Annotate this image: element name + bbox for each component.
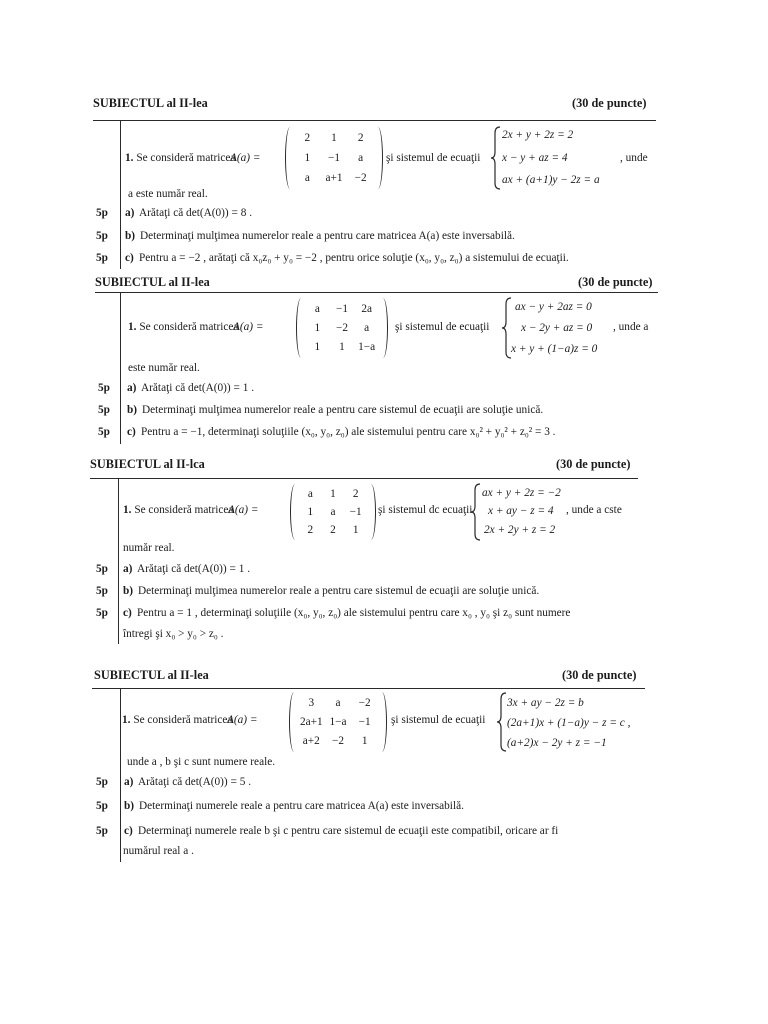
matrix-grid — [294, 128, 374, 188]
equation: (2a+1)x + (1−a)y − z = c , — [507, 717, 631, 729]
item-text: Determinaţi numerele reale a pentru care matricea A(a) este inversabilă. — [139, 800, 464, 812]
header-rule — [92, 688, 645, 689]
item-score: 5p — [96, 825, 108, 837]
matrix — [296, 298, 388, 358]
item-text-continuation: întregi şi x₀ > y₀ > z₀ . — [123, 628, 224, 640]
matrix-label: A(a) = — [233, 321, 264, 333]
matrix-cell: 1 — [314, 321, 321, 334]
matrix-cell: 1 — [307, 506, 314, 518]
item-text: Pentru a = 1 , determinaţi soluţiile (x₀, y₀, z₀) ale sistemului pentru care x₀ , y₀ şi z₀ sunt numere — [137, 607, 571, 619]
margin-rule — [120, 688, 121, 862]
matrix-cell: a+1 — [325, 172, 343, 184]
item-label: c) — [125, 252, 134, 264]
matrix-label: A(a) = — [230, 152, 261, 164]
item-text: Pentru a = −2 , arătaţi că x₀z₀ + y₀ = −2 , pentru orice soluţie (x₀, y₀, z₀) a sistemului de ecuaţii. — [139, 252, 569, 264]
matrix-cell: 1 — [339, 341, 345, 354]
matrix-cell: 2 — [357, 132, 364, 144]
item-label: a) — [125, 207, 135, 219]
item-label: c) — [123, 607, 132, 619]
intro-suffix: , unde a — [613, 321, 649, 333]
subject-points: (30 de puncte) — [562, 668, 637, 682]
item-score: 5p — [98, 382, 110, 394]
intro-suffix: , unde a cste — [566, 504, 622, 516]
header-rule — [93, 120, 656, 121]
margin-rule — [118, 478, 119, 644]
problem-intro — [125, 151, 235, 165]
item-score: 5p — [96, 207, 108, 219]
matrix-cell: 1 — [361, 735, 368, 748]
item-text: Arătaţi că det(A(0)) = 5 . — [138, 776, 252, 788]
problem-intro — [123, 503, 233, 517]
matrix-cell: 1 — [331, 132, 337, 144]
subject-title: SUBIECTUL al II-lea — [94, 668, 209, 682]
header-rule — [95, 292, 658, 293]
matrix-cell: 2 — [304, 132, 311, 144]
matrix-cell: 1 — [352, 524, 359, 536]
item-label: a) — [123, 563, 133, 575]
right-parenthesis — [373, 127, 383, 189]
problem-intro — [122, 713, 232, 727]
problem-number: 1. — [123, 504, 132, 516]
matrix-cell: a — [335, 696, 341, 709]
equation: x + y + (1−a)z = 0 — [511, 343, 598, 355]
matrix-cell: −2 — [331, 735, 344, 748]
subject-points: (30 de puncte) — [572, 96, 647, 110]
equation: ax + y + 2z = −2 — [482, 487, 561, 499]
subject-points: (30 de puncte) — [556, 457, 631, 471]
item-score: 5p — [98, 404, 110, 416]
subject-title: SUBIECTUL al II-lea — [95, 275, 210, 289]
right-parenthesis — [366, 484, 376, 540]
item-text: Determinaţi mulţimea numerelor reale a pentru care sistemul de ecuaţii are soluţie unică. — [142, 404, 544, 416]
matrix-grid — [298, 693, 378, 751]
matrix-grid — [299, 485, 367, 539]
matrix-cell: −1 — [335, 302, 348, 315]
connector-text: şi sistemul de ecuaţii — [395, 321, 490, 333]
matrix-cell: −2 — [358, 696, 371, 709]
item-text: Determinaţi mulţimea numerelor reale a pentru care matricea A(a) este inversabilă. — [140, 230, 515, 242]
item-text: Arătaţi că det(A(0)) = 1 . — [137, 563, 251, 575]
intro-continuation: unde a , b şi c sunt numere reale. — [127, 756, 276, 768]
right-parenthesis — [377, 692, 387, 752]
matrix-cell: a — [304, 172, 310, 184]
left-brace — [490, 126, 502, 190]
item-text: Arătaţi că det(A(0)) = 1 . — [141, 382, 255, 394]
subject-points: (30 de puncte) — [578, 275, 653, 289]
matrix-cell: 2 — [330, 524, 336, 536]
right-parenthesis — [378, 298, 388, 358]
intro-continuation: este număr real. — [128, 362, 200, 374]
problem-number: 1. — [128, 321, 137, 333]
item-label: b) — [127, 404, 138, 416]
equation: x − y + az = 4 — [502, 152, 568, 164]
item-score: 5p — [96, 776, 108, 788]
item-score: 5p — [96, 230, 108, 242]
matrix — [285, 127, 383, 189]
matrix-cell: a — [314, 302, 320, 315]
item-text: Pentru a = −1, determinaţi soluţiile (x₀, y₀, z₀) ale sistemului pentru care x₀² + y₀² + z₀² = 3 . — [141, 426, 556, 438]
matrix-grid — [305, 299, 379, 357]
item-label: b) — [123, 585, 134, 597]
equation: 2x + y + 2z = 2 — [502, 129, 574, 141]
problem-intro-text: Se consideră matricea — [134, 504, 234, 516]
matrix-cell: −1 — [349, 506, 362, 518]
header-rule — [90, 478, 638, 479]
matrix-cell: 1−a — [358, 341, 376, 354]
item-score: 5p — [96, 607, 108, 619]
matrix-cell: a+2 — [302, 735, 320, 748]
equation: ax + (a+1)y − 2z = a — [502, 174, 600, 186]
problem-intro-text: Se consideră matricea — [133, 714, 233, 726]
item-score: 5p — [96, 252, 108, 264]
problem-intro — [128, 320, 238, 334]
matrix-cell: a — [307, 488, 313, 500]
connector-text: şi sistemul dc ecuaţii — [378, 504, 473, 516]
problem-number: 1. — [125, 152, 134, 164]
matrix-cell: −1 — [358, 715, 371, 728]
intro-continuation: a este număr real. — [128, 188, 208, 200]
item-label: a) — [127, 382, 137, 394]
equation: 3x + ay − 2z = b — [507, 697, 584, 709]
item-text: Arătaţi că det(A(0)) = 8 . — [139, 207, 253, 219]
equation: ax − y + 2az = 0 — [515, 301, 592, 313]
margin-rule — [120, 292, 121, 444]
matrix-cell: 1 — [330, 488, 336, 500]
matrix — [289, 692, 387, 752]
matrix-cell: 2a+1 — [299, 715, 323, 728]
subject-title: SUBIECTUL al II-lea — [93, 96, 208, 110]
item-text: Determinaţi mulţimea numerelor reale a pentru care sistemul de ecuaţii are soluţie unică. — [138, 585, 540, 597]
matrix-cell: 2 — [352, 488, 359, 500]
matrix-cell: a — [364, 321, 370, 334]
matrix-cell: 2a — [361, 302, 372, 315]
equation: x + ay − z = 4 — [488, 505, 554, 517]
equation: 2x + 2y + z = 2 — [484, 524, 556, 536]
subject-title: SUBIECTUL al II-lca — [90, 457, 205, 471]
item-score: 5p — [96, 563, 108, 575]
item-label: c) — [124, 825, 133, 837]
matrix-cell: a — [358, 152, 364, 164]
equation: (a+2)x − 2y + z = −1 — [507, 737, 607, 749]
item-label: b) — [124, 800, 135, 812]
equation: x − 2y + az = 0 — [521, 322, 593, 334]
left-brace — [470, 483, 482, 541]
item-score: 5p — [98, 426, 110, 438]
intro-continuation: număr real. — [123, 542, 175, 554]
item-label: b) — [125, 230, 136, 242]
connector-text: şi sistemul de ecuaţii — [391, 714, 486, 726]
item-label: c) — [127, 426, 136, 438]
matrix-label: A(a) = — [228, 504, 259, 516]
matrix-label: A(a) = — [227, 714, 258, 726]
item-score: 5p — [96, 585, 108, 597]
item-text: Determinaţi numerele reale b şi c pentru care sistemul de ecuaţii este compatibil, oricare ar fi — [138, 825, 559, 837]
matrix-cell: 1−a — [329, 715, 347, 728]
matrix-cell: 3 — [308, 696, 315, 709]
matrix-cell: 1 — [314, 341, 321, 354]
matrix-cell: −2 — [335, 321, 348, 334]
matrix — [290, 484, 376, 540]
problem-intro-text: Se consideră matricea — [139, 321, 239, 333]
matrix-cell: 2 — [307, 524, 314, 536]
intro-suffix: , unde — [620, 152, 648, 164]
item-score: 5p — [96, 800, 108, 812]
margin-rule — [120, 120, 121, 269]
problem-intro-text: Se consideră matricea — [136, 152, 236, 164]
matrix-cell: −2 — [354, 172, 367, 184]
item-label: a) — [124, 776, 134, 788]
item-text-continuation: numărul real a . — [123, 845, 194, 857]
matrix-cell: 1 — [304, 152, 311, 164]
matrix-cell: a — [330, 506, 336, 518]
connector-text: şi sistemul de ecuaţii — [386, 152, 481, 164]
problem-number: 1. — [122, 714, 131, 726]
matrix-cell: −1 — [327, 152, 340, 164]
